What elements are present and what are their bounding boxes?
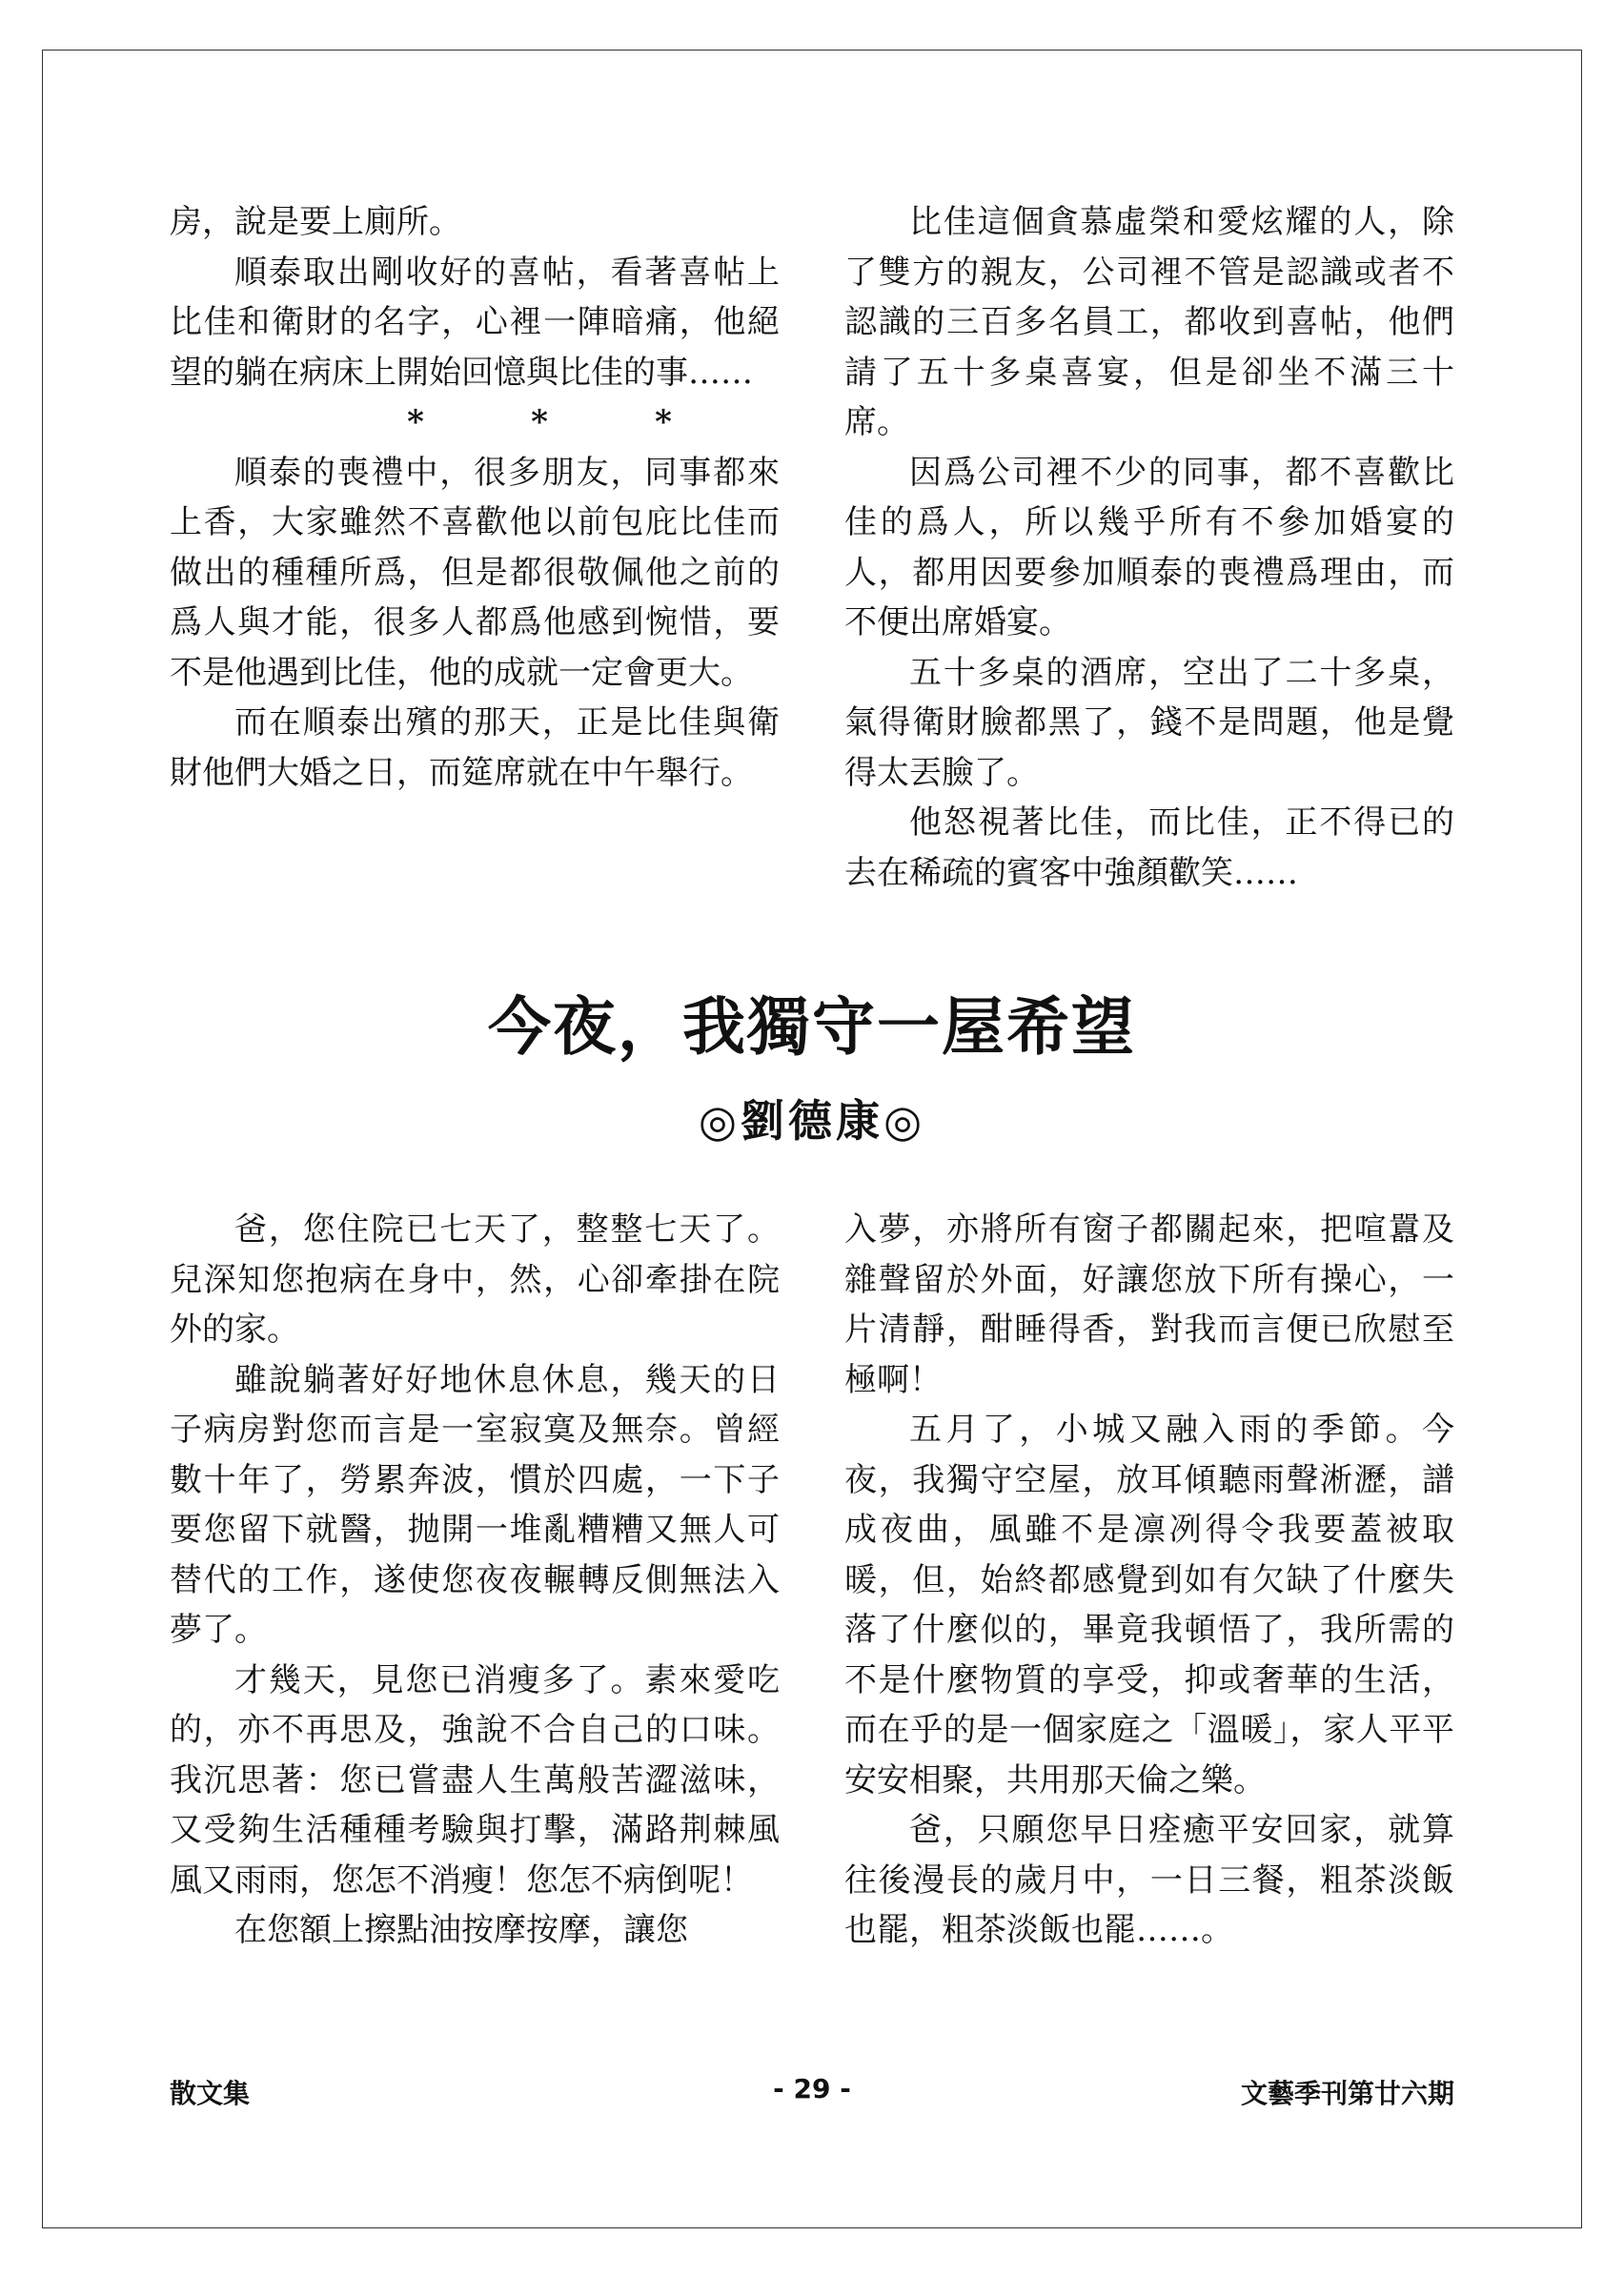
- footer-section-name: 散文集: [170, 2078, 251, 2109]
- paragraph: 爸，您住院已七天了，整整七天了。兒深知您抱病在身中，然，心卻牽掛在院外的家。: [170, 1210, 780, 1349]
- section-break: [170, 397, 780, 448]
- paragraph: 順泰取出剛收好的喜帖，看著喜帖上比佳和衛財的名字，心裡一陣暗痛，他絕望的躺在病床上開始回憶與比佳的事……: [170, 253, 780, 392]
- paragraph: 比佳這個貪慕虛榮和愛炫耀的人，除了雙方的親友，公司裡不管是認識或者不認識的三百多名員工，都收到喜帖，他們請了五十多桌喜宴，但是卻坐不滿三十席。: [844, 203, 1454, 441]
- footer-publication: 文藝季刊第廿六期: [1240, 2078, 1454, 2109]
- paragraph: 而在順泰出殯的那天，正是比佳與衛財他們大婚之日，而筵席就在中午舉行。: [170, 703, 780, 792]
- paragraph: 他怒視著比佳，而比佳，正不得已的去在稀疏的賓客中強顏歡笑……: [844, 803, 1454, 892]
- paragraph: 才幾天，見您已消瘦多了。素來愛吃的，亦不再思及，強說不合自己的口味。我沉思著：您已嘗盡人生萬般苦澀滋味，又受夠生活種種考驗與打擊，滿路荆棘風風又雨雨，您怎不消瘦！您怎不病倒呢！: [170, 1660, 780, 1900]
- article-title: 今夜，我獨守一屋希望: [488, 989, 1136, 1064]
- star: *: [407, 403, 424, 441]
- paragraph: 因爲公司裡不少的同事，都不喜歡比佳的爲人，所以幾乎所有不參加婚宴的人，都用因要參加順泰的喪禮爲理由，而不便出席婚宴。: [844, 453, 1454, 641]
- paragraph: 順泰的喪禮中，很多朋友，同事都來上香，大家雖然不喜歡他以前包庇比佳而做出的種種所爲，但是都很敬佩他之前的爲人與才能，很多人都爲他感到惋惜，要不是他遇到比佳，他的成就一定會更大。: [170, 453, 780, 692]
- paragraph: 房，說是要上廁所。: [170, 203, 461, 241]
- star: *: [531, 403, 548, 441]
- top-left-column: [170, 197, 780, 798]
- article-author: ◎劉德康◎: [698, 1095, 926, 1147]
- bottom-right-column: [844, 1205, 1454, 1956]
- paragraph: 爸，只願您早日痊癒平安回家，就算往後漫長的歲月中，一日三餐，粗茶淡飯也罷，粗茶淡飯也罷……。: [844, 1811, 1454, 1949]
- paragraph: 在您額上擦點油按摩按摩，讓您: [234, 1911, 688, 1949]
- paragraph: 五月了，小城又融入雨的季節。今夜，我獨守空屋，放耳傾聽雨聲淅瀝，譜成夜曲，風雖不是凛冽得令我要蓋被取暖，但，始終都感覺到如有欠缺了什麼失落了什麼似的，畢竟我頓悟了，我所需的不是什麼物質的享受，抑或奢華的生活，而在乎的是一個家庭之「溫暖」，家人平平安安相聚，共用那天倫之樂。: [844, 1411, 1454, 1799]
- paragraph: 雖說躺著好好地休息休息，幾天的日子病房對您而言是一室寂寞及無奈。曾經數十年了，勞累奔波，慣於四處，一下子要您留下就醫，抛開一堆亂糟糟又無人可替代的工作，遂使您夜夜輾轉反側無法入夢了。: [170, 1360, 780, 1649]
- top-right-column: [844, 197, 1454, 898]
- star: *: [655, 403, 672, 441]
- paragraph: 入夢，亦將所有窗子都關起來，把喧囂及雜聲留於外面，好讓您放下所有操心，一片清靜，酣睡得香，對我而言便已欣慰至極啊！: [844, 1210, 1454, 1399]
- bottom-left-column: [170, 1205, 780, 1956]
- paragraph: 五十多桌的酒席，空出了二十多桌，氣得衛財臉都黑了，錢不是問題，他是覺得太丟臉了。: [844, 653, 1454, 792]
- page-number: - 29 -: [773, 2073, 851, 2104]
